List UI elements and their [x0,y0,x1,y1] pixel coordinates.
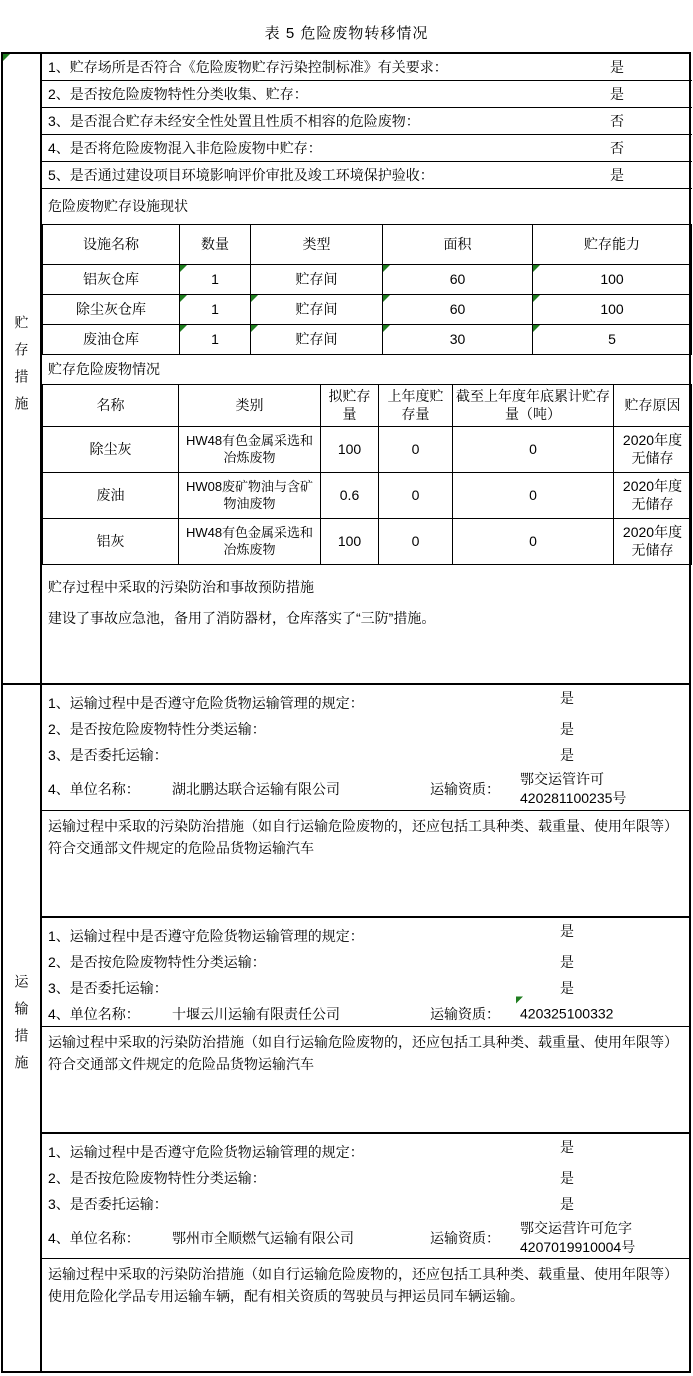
question-label: 3、是否委托运输： [48,980,168,996]
transport-unit-row [42,1217,689,1258]
storage-measures [42,565,692,628]
column-header: 设施名称 [43,225,180,265]
transport-section [3,685,689,1371]
question-label: 2、是否按危险废物特性分类运输： [48,721,266,737]
transport-question-row [42,918,689,949]
main-table [1,52,691,1373]
table-cell: 废油仓库 [43,325,180,355]
transport-unit-row [42,1001,689,1026]
question-label: 3、是否混合贮存未经安全性处置且性质不相容的危险废物： [48,113,420,129]
transport-question-row [42,742,689,768]
table-cell: 60 [383,265,533,295]
table-row [43,519,692,565]
storage-measures-title: 贮存过程中采取的污染防治和事故预防措施 [48,579,314,595]
unit-name-label: 4、单位名称： [48,1229,140,1246]
qualification-value: 420325100332 [520,1004,613,1023]
transport-question-row [42,975,689,1001]
transport-question-row [42,685,689,716]
cell-note-icon [533,265,540,272]
question-label: 2、是否按危险废物特性分类收集、贮存： [48,86,308,102]
column-header: 上年度贮存量 [379,385,453,427]
table-cell: 铝灰 [43,519,179,565]
transport-content [42,685,689,1371]
cell-note-icon [180,325,187,332]
cell-note-icon [3,54,10,61]
cell-note-icon [251,325,258,332]
question-answer: 是 [560,721,574,737]
table-cell: 除尘灰 [43,427,179,473]
storage-measures-text: 建设了事故应急池，备用了消防器材，仓库落实了“三防”措施。 [48,610,436,626]
cell-note-icon [180,295,187,302]
storage-side-label: 贮存措施 [13,314,30,423]
question-answer: 否 [610,113,624,129]
table-cell: 2020年度无储存 [614,427,692,473]
column-header: 面积 [383,225,533,265]
cell-note-icon [383,265,390,272]
facility-table [42,224,692,355]
storage-question-row [42,81,692,108]
cell-note-icon [383,295,390,302]
transport-block-2 [42,918,689,1134]
transport-measures-text: 符合交通部文件规定的危险品货物运输汽车 [48,840,314,856]
column-header: 截至上年度年底累计贮存量（吨） [453,385,614,427]
column-header: 贮存原因 [614,385,692,427]
storage-question-row [42,54,692,81]
storage-section [3,54,689,685]
unit-name-label: 4、单位名称： [48,1005,140,1022]
question-answer: 是 [560,954,574,970]
column-header: 数量 [180,225,251,265]
table-cell: 0 [379,519,453,565]
transport-measures-title: 运输过程中采取的污染防治措施（如自行运输危险废物的，还应包括工具种类、载重量、使用年限等） [48,818,678,834]
table-cell: 2020年度无储存 [614,519,692,565]
transport-measures [42,811,689,859]
table-cell: 0 [453,427,614,473]
table-cell: 0 [453,473,614,519]
question-answer: 是 [610,86,624,102]
table-cell: 100 [321,427,379,473]
question-label: 1、贮存场所是否符合《危险废物贮存污染控制标准》有关要求： [48,59,448,75]
table-cell: HW48有色金属采选和冶炼废物 [179,427,321,473]
table-cell: 贮存间 [251,295,383,325]
question-answer: 是 [560,923,574,939]
table-row [43,473,692,519]
table-cell: 贮存间 [251,325,383,355]
question-answer: 是 [560,747,574,763]
question-label: 4、是否将危险废物混入非危险废物中贮存： [48,140,322,156]
table-cell: 1 [180,325,251,355]
table-cell: 1 [180,295,251,325]
transport-measures-title: 运输过程中采取的污染防治措施（如自行运输危险废物的，还应包括工具种类、载重量、使用年限等） [48,1266,678,1282]
qualification-label: 运输资质： [430,1229,500,1246]
table-header-row [43,385,692,427]
question-answer: 是 [560,980,574,996]
transport-questions [42,1134,689,1259]
question-answer: 是 [560,1170,574,1186]
table-cell: 0 [453,519,614,565]
cell-note-icon [383,325,390,332]
table-row [43,325,692,355]
transport-block-3 [42,1134,689,1367]
storage-question-row [42,135,692,162]
transport-question-row [42,1191,689,1217]
question-label: 5、是否通过建设项目环境影响评价审批及竣工环境保护验收： [48,167,434,183]
table-cell: 1 [180,265,251,295]
transport-block-1 [42,685,689,918]
table-cell: 30 [383,325,533,355]
unit-name-value: 鄂州市全顺燃气运输有限公司 [172,1229,354,1246]
transport-question-row [42,1165,689,1191]
question-answer: 是 [560,1139,574,1155]
table-cell: 铝灰仓库 [43,265,180,295]
storage-side-cell [3,54,42,683]
unit-name-value: 湖北鹏达联合运输有限公司 [172,781,340,797]
question-label: 1、运输过程中是否遵守危险货物运输管理的规定： [48,928,364,944]
storage-question-row [42,108,692,135]
column-header: 类别 [179,385,321,427]
table-cell: 0 [379,473,453,519]
table-row [43,265,692,295]
qualification-label: 运输资质： [430,781,500,797]
transport-questions [42,685,689,811]
transport-measures-title: 运输过程中采取的污染防治措施（如自行运输危险废物的，还应包括工具种类、载重量、使用年限等） [48,1034,678,1050]
question-answer: 是 [560,1196,574,1212]
storage-content [42,54,692,683]
question-answer: 是 [560,690,574,706]
table-cell: HW08废矿物油与含矿物油废物 [179,473,321,519]
question-answer: 是 [610,167,624,183]
table-cell: 5 [533,325,692,355]
table-cell: 废油 [43,473,179,519]
table-cell: 100 [321,519,379,565]
cell-note-icon [533,325,540,332]
table-cell: 100 [533,295,692,325]
transport-unit-row [42,768,689,810]
table-header-row [43,225,692,265]
table-cell: 100 [533,265,692,295]
transport-question-row [42,1134,689,1165]
question-label: 1、运输过程中是否遵守危险货物运输管理的规定： [48,1144,364,1160]
question-label: 2、是否按危险废物特性分类运输： [48,1170,266,1186]
page-title: 表 5 危险废物转移情况 [264,25,429,42]
table-cell: 0.6 [321,473,379,519]
table-row [43,295,692,325]
transport-measures-text: 使用危险化学品专用运输车辆，配有相关资质的驾驶员与押运员同车辆运输。 [48,1288,524,1304]
cell-note-icon [180,265,187,272]
column-header: 名称 [43,385,179,427]
qualification-value: 鄂交运管许可 420281100235号 [520,771,627,806]
column-header: 贮存能力 [533,225,692,265]
transport-question-row [42,949,689,975]
cell-note-icon [251,295,258,302]
waste-section-title: 贮存危险废物情况 [48,361,160,377]
question-label: 2、是否按危险废物特性分类运输： [48,954,266,970]
cell-note-icon [516,996,523,1003]
transport-side-cell [3,685,42,1371]
transport-measures-text: 符合交通部文件规定的危险品货物运输汽车 [48,1056,314,1072]
facility-section-title: 危险废物贮存设施现状 [48,198,188,214]
transport-question-row [42,716,689,742]
column-header: 类型 [251,225,383,265]
transport-questions [42,918,689,1027]
storage-question-row [42,162,692,189]
unit-name-value: 十堰云川运输有限责任公司 [172,1005,340,1022]
table-row [43,427,692,473]
question-label: 3、是否委托运输： [48,1196,168,1212]
transport-measures [42,1027,689,1075]
table-cell: 60 [383,295,533,325]
transport-measures [42,1259,689,1307]
table-cell: 2020年度无储存 [614,473,692,519]
table-cell: HW48有色金属采选和冶炼废物 [179,519,321,565]
table-cell: 贮存间 [251,265,383,295]
cell-note-icon [533,295,540,302]
qualification-label: 运输资质： [430,1005,500,1022]
qualification-value: 鄂交运营许可危字 4207019910004号 [520,1219,636,1255]
transport-side-label: 运输措施 [13,974,30,1082]
question-answer: 否 [610,140,624,156]
question-label: 3、是否委托运输： [48,747,168,763]
question-label: 1、运输过程中是否遵守危险货物运输管理的规定： [48,695,364,711]
table-cell: 0 [379,427,453,473]
question-answer: 是 [610,59,624,75]
column-header: 拟贮存量 [321,385,379,427]
table-cell: 除尘灰仓库 [43,295,180,325]
stored-waste-table [42,384,692,565]
unit-name-label: 4、单位名称： [48,781,140,797]
